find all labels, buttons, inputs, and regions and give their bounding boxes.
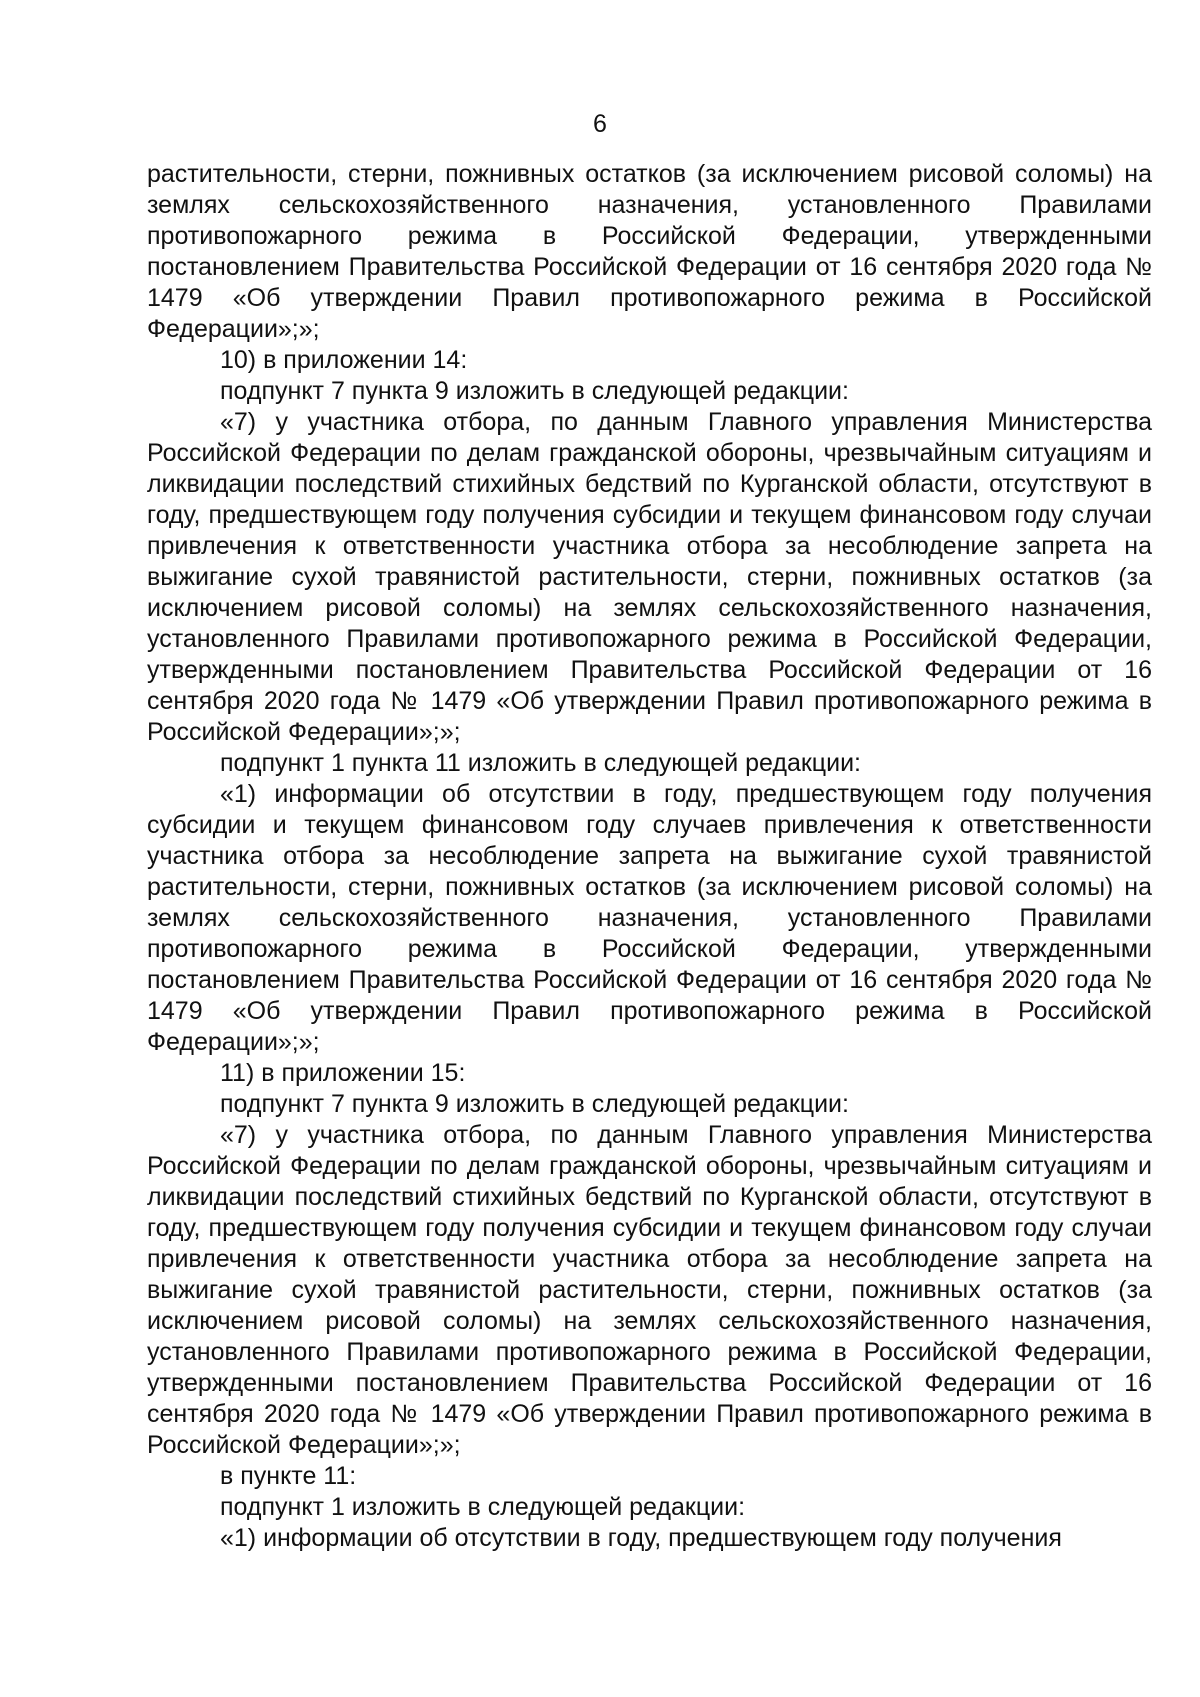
paragraph-instruction: подпункт 7 пункта 9 изложить в следующей редакции: (220, 1090, 849, 1118)
paragraph-instruction: подпункт 1 изложить в следующей редакции: (220, 1493, 746, 1521)
paragraph-quoted-subitem-1: «1) информации об отсутствии в году, предшествующем году получения субсидии и текущем финансовом году случаев привлечения к ответственности участника отбора за несоблюдение запрета на выжигание сухой травянистой растительности, стерни, пожнивных остатков (за исключением рисовой соломы) на землях сельскохозяйственного назначения, установленного Правилами противопожарного режима в Российской Федерации, утвержденными постановлением Правительства Российской Федерации от 16 сентября 2020 года № 1479 «Об утверждении Правил противопожарного режима в Российской Федерации»;»; (147, 780, 1152, 1056)
paragraph-instruction: подпункт 7 пункта 9 изложить в следующей редакции: (220, 377, 849, 405)
paragraph-continuation: растительности, стерни, пожнивных остатков (за исключением рисовой соломы) на землях сельскохозяйственного назначения, установленного Правилами противопожарного режима в Российской Федерации, утвержденными постановлением Правительства Российской Федерации от 16 сентября 2020 года № 1479 «Об утверждении Правил противопожарного режима в Российской Федерации»;»; (147, 160, 1152, 343)
paragraph-item-11: 11) в приложении 15: (220, 1059, 466, 1087)
paragraph-instruction: подпункт 1 пункта 11 изложить в следующей редакции: (220, 749, 862, 777)
page-number: 6 (593, 110, 607, 138)
document-body (147, 159, 1152, 1554)
paragraph-item-10: 10) в приложении 14: (220, 346, 468, 374)
paragraph-quoted-subitem-1: «1) информации об отсутствии в году, предшествующем году получения (220, 1524, 1062, 1552)
paragraph-quoted-subitem-7: «7) у участника отбора, по данным Главного управления Министерства Российской Федерации по делам гражданской обороны, чрезвычайным ситуациям и ликвидации последствий стихийных бедствий по Курганской области, отсутствуют в году, предшествующем году получения субсидии и текущем финансовом году случаи привлечения к ответственности участника отбора за несоблюдение запрета на выжигание сухой травянистой растительности, стерни, пожнивных остатков (за исключением рисовой соломы) на землях сельскохозяйственного назначения, установленного Правилами противопожарного режима в Российской Федерации, утвержденными постановлением Правительства Российской Федерации от 16 сентября 2020 года № 1479 «Об утверждении Правил противопожарного режима в Российской Федерации»;»; (147, 1121, 1152, 1459)
paragraph-instruction: в пункте 11: (220, 1462, 357, 1490)
paragraph-quoted-subitem-7: «7) у участника отбора, по данным Главного управления Министерства Российской Федерации по делам гражданской обороны, чрезвычайным ситуациям и ликвидации последствий стихийных бедствий по Курганской области, отсутствуют в году, предшествующем году получения субсидии и текущем финансовом году случаи привлечения к ответственности участника отбора за несоблюдение запрета на выжигание сухой травянистой растительности, стерни, пожнивных остатков (за исключением рисовой соломы) на землях сельскохозяйственного назначения, установленного Правилами противопожарного режима в Российской Федерации, утвержденными постановлением Правительства Российской Федерации от 16 сентября 2020 года № 1479 «Об утверждении Правил противопожарного режима в Российской Федерации»;»; (147, 408, 1152, 746)
